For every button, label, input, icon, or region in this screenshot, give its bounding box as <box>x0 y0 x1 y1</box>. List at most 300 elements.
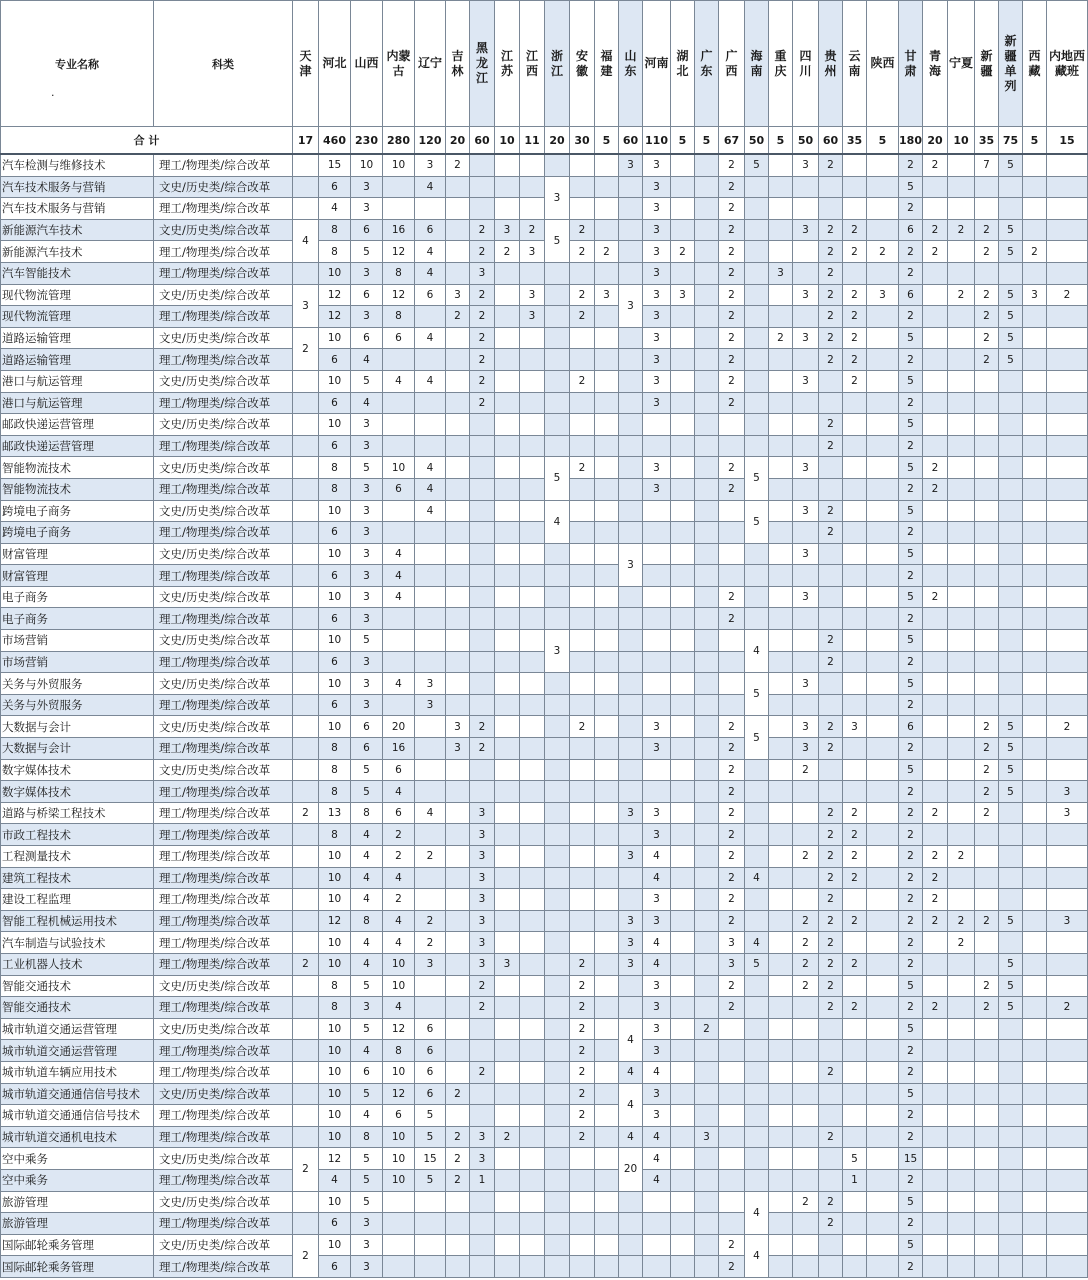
quota-cell <box>695 867 719 889</box>
quota-cell: 3 <box>351 586 383 608</box>
quota-cell: 2 <box>1047 716 1088 738</box>
quota-cell <box>293 565 319 587</box>
quota-cell <box>495 1148 520 1170</box>
quota-cell <box>495 306 520 328</box>
quota-cell <box>1023 1105 1047 1127</box>
quota-cell: 8 <box>319 997 351 1019</box>
quota-cell <box>415 630 446 652</box>
quota-cell <box>520 457 545 479</box>
quota-cell <box>745 435 769 457</box>
quota-cell: 10 <box>351 154 383 176</box>
quota-cell <box>643 694 671 716</box>
quota-cell <box>495 262 520 284</box>
quota-cell <box>520 1234 545 1256</box>
quota-cell <box>867 198 899 220</box>
quota-cell <box>1047 889 1088 911</box>
quota-cell <box>293 846 319 868</box>
quota-cell: 2 <box>923 846 948 868</box>
quota-cell: 7 <box>975 154 999 176</box>
quota-cell <box>999 370 1023 392</box>
quota-cell <box>843 392 867 414</box>
province-header: 河南 <box>643 1 671 127</box>
quota-cell <box>719 1061 745 1083</box>
quota-cell <box>293 154 319 176</box>
quota-cell <box>948 781 975 803</box>
quota-cell <box>545 738 570 760</box>
merged-quota-cell: 4 <box>619 1018 643 1061</box>
quota-cell <box>867 759 899 781</box>
quota-cell <box>1023 1256 1047 1278</box>
quota-cell <box>415 349 446 371</box>
quota-cell <box>446 608 470 630</box>
quota-cell <box>695 176 719 198</box>
quota-cell <box>545 1061 570 1083</box>
quota-cell: 10 <box>319 932 351 954</box>
quota-cell <box>520 1256 545 1278</box>
quota-cell: 8 <box>319 457 351 479</box>
quota-cell <box>545 608 570 630</box>
quota-cell <box>769 802 793 824</box>
quota-cell <box>1023 457 1047 479</box>
quota-cell <box>999 1061 1023 1083</box>
quota-cell: 2 <box>719 154 745 176</box>
quota-cell <box>948 651 975 673</box>
quota-cell <box>520 522 545 544</box>
quota-cell: 6 <box>415 1061 446 1083</box>
quota-cell: 3 <box>595 284 619 306</box>
quota-cell <box>595 716 619 738</box>
quota-cell <box>595 349 619 371</box>
quota-cell: 2 <box>719 738 745 760</box>
quota-cell <box>948 975 975 997</box>
quota-cell: 2 <box>570 953 595 975</box>
quota-cell <box>867 1018 899 1040</box>
quota-cell: 10 <box>319 953 351 975</box>
quota-cell <box>495 608 520 630</box>
quota-cell: 5 <box>999 997 1023 1019</box>
quota-cell <box>545 1213 570 1235</box>
quota-cell: 4 <box>351 867 383 889</box>
subject-cell: 理工/物理类/综合改革 <box>154 651 293 673</box>
quota-cell: 2 <box>975 802 999 824</box>
table-row <box>1 543 1088 565</box>
quota-cell: 2 <box>899 565 923 587</box>
quota-cell <box>843 781 867 803</box>
quota-cell <box>446 802 470 824</box>
quota-cell: 5 <box>899 1234 923 1256</box>
quota-cell <box>769 543 793 565</box>
quota-cell: 13 <box>319 802 351 824</box>
quota-cell: 2 <box>923 219 948 241</box>
quota-cell: 12 <box>383 1018 415 1040</box>
quota-cell <box>1023 932 1047 954</box>
quota-cell <box>1023 198 1047 220</box>
quota-cell: 3 <box>671 284 695 306</box>
quota-cell <box>619 608 643 630</box>
quota-cell <box>545 1169 570 1191</box>
quota-cell: 10 <box>319 543 351 565</box>
quota-cell <box>520 586 545 608</box>
quota-cell <box>843 759 867 781</box>
quota-cell: 3 <box>643 262 671 284</box>
quota-cell: 6 <box>899 716 923 738</box>
quota-cell <box>470 694 495 716</box>
quota-cell <box>446 457 470 479</box>
quota-cell: 3 <box>793 370 819 392</box>
quota-cell <box>495 673 520 695</box>
province-header: 四川 <box>793 1 819 127</box>
quota-cell <box>570 392 595 414</box>
quota-cell: 4 <box>619 1061 643 1083</box>
subject-cell: 理工/物理类/综合改革 <box>154 522 293 544</box>
quota-cell <box>595 1061 619 1083</box>
quota-cell <box>695 608 719 630</box>
quota-cell <box>867 1234 899 1256</box>
quota-cell <box>671 1191 695 1213</box>
quota-cell <box>293 630 319 652</box>
quota-cell: 5 <box>999 910 1023 932</box>
quota-cell <box>1023 910 1047 932</box>
quota-cell <box>570 543 595 565</box>
quota-cell: 3 <box>351 1256 383 1278</box>
major-name-cell: 智能物流技术 <box>1 457 154 479</box>
quota-cell: 2 <box>293 953 319 975</box>
major-header <box>1 1 154 127</box>
quota-cell <box>923 759 948 781</box>
quota-cell: 10 <box>319 1061 351 1083</box>
subject-cell: 文史/历史类/综合改革 <box>154 219 293 241</box>
quota-cell <box>1023 478 1047 500</box>
quota-cell <box>1047 651 1088 673</box>
quota-cell <box>769 673 793 695</box>
quota-cell <box>819 1169 843 1191</box>
quota-cell <box>745 1061 769 1083</box>
quota-cell <box>1047 586 1088 608</box>
quota-cell <box>1023 694 1047 716</box>
quota-cell <box>843 975 867 997</box>
quota-cell <box>843 543 867 565</box>
quota-cell <box>470 154 495 176</box>
quota-cell <box>867 716 899 738</box>
quota-cell <box>293 997 319 1019</box>
quota-cell: 2 <box>899 1256 923 1278</box>
quota-cell <box>1047 457 1088 479</box>
quota-cell: 3 <box>769 262 793 284</box>
quota-cell <box>1023 435 1047 457</box>
quota-cell <box>867 392 899 414</box>
subject-cell: 文史/历史类/综合改革 <box>154 284 293 306</box>
subject-cell: 理工/物理类/综合改革 <box>154 781 293 803</box>
quota-cell <box>446 997 470 1019</box>
quota-cell <box>570 759 595 781</box>
quota-cell <box>745 608 769 630</box>
quota-cell <box>595 543 619 565</box>
quota-cell <box>293 262 319 284</box>
quota-cell: 3 <box>643 198 671 220</box>
quota-cell: 3 <box>351 500 383 522</box>
quota-cell <box>619 435 643 457</box>
quota-cell <box>671 370 695 392</box>
quota-cell <box>793 198 819 220</box>
quota-cell <box>495 198 520 220</box>
province-header: 新疆 <box>975 1 999 127</box>
quota-cell <box>545 370 570 392</box>
quota-cell: 4 <box>415 457 446 479</box>
quota-cell: 2 <box>819 716 843 738</box>
quota-cell: 2 <box>899 1213 923 1235</box>
quota-cell <box>545 1256 570 1278</box>
subject-cell: 理工/物理类/综合改革 <box>154 1213 293 1235</box>
table-row <box>1 781 1088 803</box>
quota-cell: 2 <box>819 738 843 760</box>
quota-cell <box>1023 586 1047 608</box>
quota-cell <box>570 694 595 716</box>
quota-cell <box>948 154 975 176</box>
total-value: 50 <box>745 127 769 155</box>
quota-cell: 4 <box>415 241 446 263</box>
subject-cell: 理工/物理类/综合改革 <box>154 824 293 846</box>
header-row <box>1 1 1088 127</box>
quota-cell <box>948 198 975 220</box>
quota-cell <box>545 694 570 716</box>
quota-cell: 10 <box>319 867 351 889</box>
quota-cell <box>619 975 643 997</box>
quota-cell <box>671 997 695 1019</box>
quota-cell <box>843 1191 867 1213</box>
quota-cell <box>495 910 520 932</box>
quota-cell: 5 <box>351 370 383 392</box>
quota-cell <box>975 1105 999 1127</box>
quota-cell: 2 <box>899 478 923 500</box>
quota-cell <box>843 586 867 608</box>
quota-cell <box>695 802 719 824</box>
quota-cell: 10 <box>319 716 351 738</box>
quota-cell <box>769 219 793 241</box>
total-value: 5 <box>769 127 793 155</box>
table-row <box>1 1148 1088 1170</box>
quota-cell: 6 <box>383 327 415 349</box>
quota-cell: 3 <box>351 1213 383 1235</box>
table-row <box>1 889 1088 911</box>
quota-cell: 3 <box>619 910 643 932</box>
quota-cell: 5 <box>999 975 1023 997</box>
quota-cell <box>793 565 819 587</box>
quota-cell: 2 <box>570 1018 595 1040</box>
quota-cell <box>975 565 999 587</box>
quota-cell <box>695 997 719 1019</box>
quota-cell: 5 <box>899 975 923 997</box>
quota-cell: 4 <box>415 262 446 284</box>
major-name-cell: 电子商务 <box>1 608 154 630</box>
quota-cell <box>570 198 595 220</box>
quota-cell <box>819 1234 843 1256</box>
quota-cell <box>495 435 520 457</box>
quota-cell <box>1047 478 1088 500</box>
quota-cell <box>446 241 470 263</box>
quota-cell <box>975 1061 999 1083</box>
quota-cell: 8 <box>383 262 415 284</box>
quota-cell <box>948 1083 975 1105</box>
quota-cell <box>745 349 769 371</box>
quota-cell <box>1047 932 1088 954</box>
quota-cell: 2 <box>843 370 867 392</box>
quota-cell <box>867 1083 899 1105</box>
quota-cell <box>923 327 948 349</box>
quota-cell <box>695 953 719 975</box>
quota-cell <box>671 543 695 565</box>
merged-quota-cell: 20 <box>619 1148 643 1191</box>
quota-cell <box>293 673 319 695</box>
quota-cell: 2 <box>899 241 923 263</box>
quota-cell <box>719 1040 745 1062</box>
quota-cell <box>948 738 975 760</box>
quota-cell <box>843 435 867 457</box>
quota-cell: 3 <box>643 176 671 198</box>
quota-cell: 2 <box>793 953 819 975</box>
quota-cell <box>948 824 975 846</box>
table-row <box>1 1234 1088 1256</box>
quota-cell <box>1023 522 1047 544</box>
quota-cell <box>975 478 999 500</box>
quota-cell <box>975 953 999 975</box>
quota-cell <box>769 435 793 457</box>
quota-cell <box>1023 824 1047 846</box>
subject-cell: 理工/物理类/综合改革 <box>154 349 293 371</box>
quota-cell <box>793 306 819 328</box>
quota-cell <box>293 932 319 954</box>
quota-cell <box>948 586 975 608</box>
quota-cell <box>1047 392 1088 414</box>
quota-cell <box>595 889 619 911</box>
quota-cell <box>293 522 319 544</box>
quota-cell <box>793 1234 819 1256</box>
subject-cell: 理工/物理类/综合改革 <box>154 565 293 587</box>
quota-cell: 4 <box>415 370 446 392</box>
quota-cell <box>293 1083 319 1105</box>
quota-cell <box>595 932 619 954</box>
total-value: 60 <box>619 127 643 155</box>
quota-cell <box>923 1126 948 1148</box>
quota-cell <box>520 176 545 198</box>
quota-cell: 15 <box>899 1148 923 1170</box>
major-name-cell: 智能物流技术 <box>1 478 154 500</box>
table-row <box>1 284 1088 306</box>
quota-cell <box>695 694 719 716</box>
quota-cell <box>793 478 819 500</box>
quota-cell <box>671 262 695 284</box>
quota-cell <box>999 198 1023 220</box>
quota-cell <box>520 953 545 975</box>
quota-cell <box>923 932 948 954</box>
quota-cell <box>745 781 769 803</box>
quota-cell <box>520 392 545 414</box>
quota-cell <box>1023 1191 1047 1213</box>
quota-cell <box>595 457 619 479</box>
quota-cell: 3 <box>351 694 383 716</box>
quota-cell: 10 <box>319 1018 351 1040</box>
province-header: 内地西藏班 <box>1047 1 1088 127</box>
quota-cell <box>719 1191 745 1213</box>
quota-cell <box>793 349 819 371</box>
total-value: 110 <box>643 127 671 155</box>
quota-cell <box>819 478 843 500</box>
quota-cell: 6 <box>415 1018 446 1040</box>
quota-cell <box>619 500 643 522</box>
quota-cell: 2 <box>446 1126 470 1148</box>
quota-cell: 4 <box>351 824 383 846</box>
quota-cell: 2 <box>899 781 923 803</box>
quota-cell: 2 <box>719 781 745 803</box>
quota-cell <box>695 759 719 781</box>
quota-cell: 2 <box>793 759 819 781</box>
quota-cell: 8 <box>319 824 351 846</box>
table-row <box>1 630 1088 652</box>
quota-cell <box>819 543 843 565</box>
quota-cell: 5 <box>351 759 383 781</box>
quota-cell: 4 <box>643 1061 671 1083</box>
quota-cell <box>671 392 695 414</box>
quota-cell <box>745 370 769 392</box>
quota-cell: 2 <box>819 910 843 932</box>
quota-cell <box>745 846 769 868</box>
quota-cell: 3 <box>643 457 671 479</box>
total-value: 5 <box>867 127 899 155</box>
quota-cell <box>975 1191 999 1213</box>
quota-cell <box>520 262 545 284</box>
quota-cell <box>867 932 899 954</box>
quota-cell <box>999 543 1023 565</box>
quota-cell <box>415 716 446 738</box>
quota-cell: 2 <box>719 846 745 868</box>
quota-cell <box>671 953 695 975</box>
quota-cell <box>695 284 719 306</box>
quota-cell <box>695 500 719 522</box>
quota-cell <box>415 889 446 911</box>
quota-cell: 2 <box>819 975 843 997</box>
quota-cell <box>975 435 999 457</box>
table-row <box>1 414 1088 436</box>
quota-cell <box>520 1040 545 1062</box>
quota-cell <box>999 522 1023 544</box>
quota-cell <box>975 586 999 608</box>
quota-cell: 2 <box>975 284 999 306</box>
quota-cell <box>293 392 319 414</box>
quota-cell <box>923 716 948 738</box>
quota-cell <box>619 867 643 889</box>
total-label: 合 计 <box>1 127 293 155</box>
quota-cell <box>470 1234 495 1256</box>
quota-cell: 3 <box>643 284 671 306</box>
quota-cell <box>520 1191 545 1213</box>
quota-cell: 2 <box>899 910 923 932</box>
quota-cell <box>1023 781 1047 803</box>
quota-cell: 2 <box>948 284 975 306</box>
quota-cell <box>867 478 899 500</box>
table-row <box>1 802 1088 824</box>
quota-cell: 2 <box>470 370 495 392</box>
quota-cell <box>415 414 446 436</box>
quota-cell <box>446 392 470 414</box>
quota-cell <box>619 716 643 738</box>
quota-cell <box>745 1105 769 1127</box>
table-row <box>1 759 1088 781</box>
quota-cell <box>745 889 769 911</box>
quota-cell <box>745 997 769 1019</box>
quota-cell <box>595 1169 619 1191</box>
quota-cell: 8 <box>383 306 415 328</box>
quota-cell <box>948 716 975 738</box>
province-header: 海南 <box>745 1 769 127</box>
